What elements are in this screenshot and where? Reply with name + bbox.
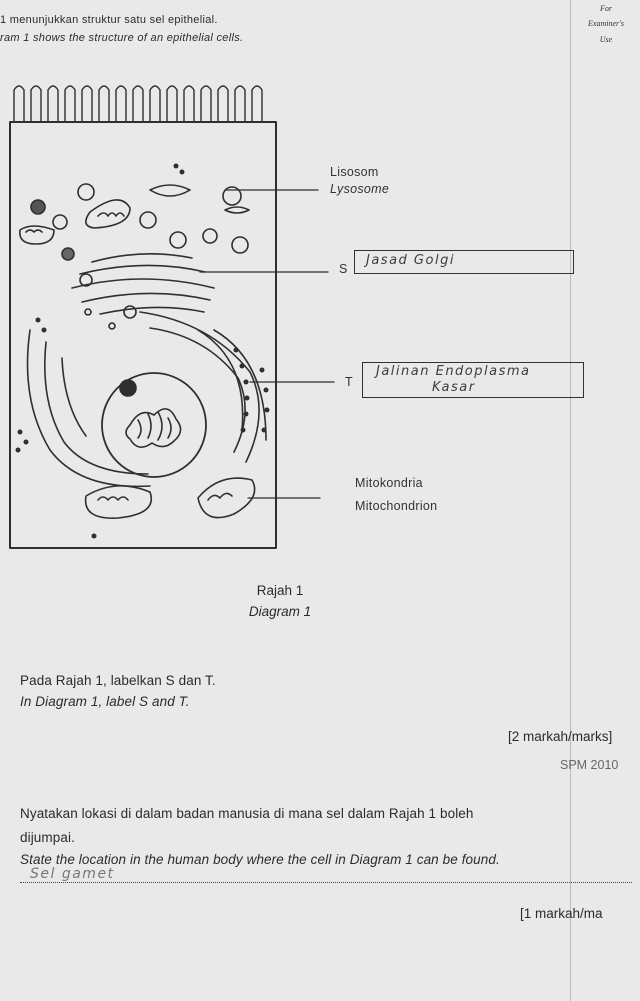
answer-t-handwriting-line2: Kasar <box>432 380 476 395</box>
examiner-use: Use <box>599 35 613 44</box>
question-b-answer-handwriting: Sel gamet <box>30 866 115 882</box>
label-s: S <box>339 262 348 276</box>
question-a-malay: Pada Rajah 1, labelkan S dan T. <box>20 673 216 688</box>
label-t: T <box>345 375 353 389</box>
caption-malay: Rajah 1 <box>256 583 304 598</box>
label-lysosome-malay: Lisosom <box>330 165 379 179</box>
question-b-malay-line1: Nyatakan lokasi di dalam badan manusia di mana sel dalam Rajah 1 boleh <box>20 806 474 821</box>
rough-er <box>28 312 267 486</box>
epithelial-cell-diagram <box>0 80 640 560</box>
golgi-body <box>72 254 214 329</box>
examiner-label <box>576 4 636 45</box>
question-b-malay-line2: dijumpai. <box>20 830 75 845</box>
examiner-examiners: Examiner's <box>588 19 624 28</box>
question-a-source: SPM 2010 <box>560 758 619 772</box>
intro-english: ram 1 shows the structure of an epithelial cells. <box>0 32 244 44</box>
caption-english: Diagram 1 <box>248 604 312 619</box>
microvilli <box>14 86 262 122</box>
question-b-marks: [1 markah/ma <box>520 906 603 921</box>
examiner-for: For <box>600 4 612 13</box>
question-a-english: In Diagram 1, label S and T. <box>20 694 190 709</box>
intro-malay: 1 menunjukkan struktur satu sel epithelial. <box>0 14 218 26</box>
label-mitochondria-malay: Mitokondria <box>355 476 423 490</box>
cell-drawing <box>0 80 640 560</box>
question-b-english: State the location in the human body where the cell in Diagram 1 can be found. <box>20 852 500 867</box>
answer-t-handwriting-line1: Jalinan Endoplasma <box>376 364 531 379</box>
question-a-marks: [2 markah/marks] <box>508 729 613 744</box>
label-mitochondria-english: Mitochondrion <box>355 499 438 513</box>
nucleus <box>102 373 206 477</box>
cell-membrane <box>10 122 276 548</box>
answer-s-handwriting: Jasad Golgi <box>366 253 455 268</box>
label-lysosome-english: Lysosome <box>330 182 390 196</box>
question-b-answer-line[interactable] <box>20 882 632 883</box>
